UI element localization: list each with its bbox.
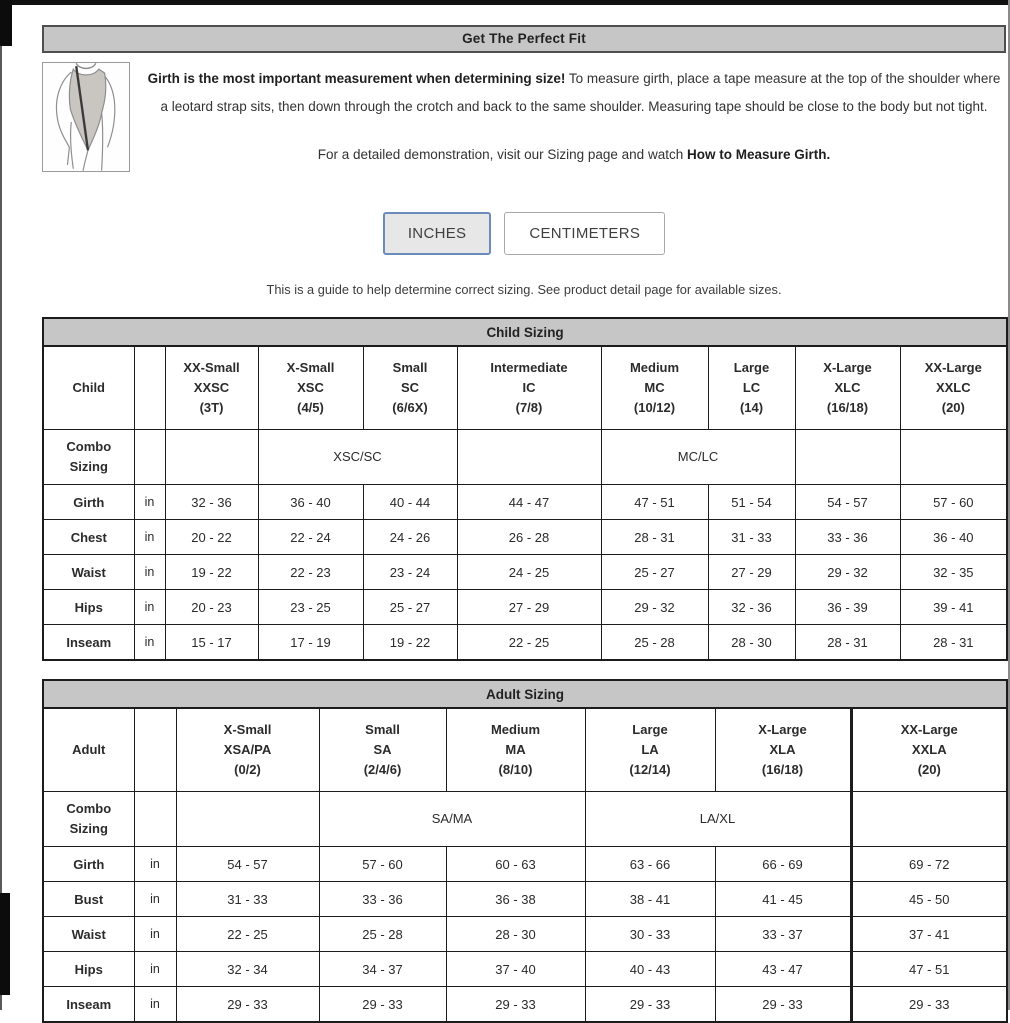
- size-value: 66 - 69: [715, 847, 851, 882]
- size-header-cell: Small SC (6/6X): [363, 346, 457, 430]
- size-value: 45 - 50: [851, 882, 1007, 917]
- measurement-row: [43, 882, 1007, 917]
- measurement-label: Waist: [43, 917, 134, 952]
- unit-cell: in: [134, 987, 176, 1023]
- demo-prefix: For a detailed demonstration, visit our Sizing page and watch: [317, 147, 687, 162]
- measurement-label: Girth: [43, 485, 134, 520]
- size-value: 34 - 37: [319, 952, 446, 987]
- table-title-row: [43, 680, 1007, 708]
- scan-artifact-top-left: [0, 0, 12, 46]
- size-value: 20 - 23: [165, 590, 258, 625]
- size-value: 25 - 28: [601, 625, 708, 661]
- size-value: 57 - 60: [900, 485, 1007, 520]
- measurement-label: Girth: [43, 847, 134, 882]
- size-value: 25 - 27: [363, 590, 457, 625]
- size-header-row: [43, 346, 1007, 430]
- size-header-cell: X-Small XSC (4/5): [258, 346, 363, 430]
- size-value: 22 - 23: [258, 555, 363, 590]
- page-title: Get The Perfect Fit: [42, 25, 1006, 53]
- measurement-row: [43, 625, 1007, 661]
- measurement-row: [43, 847, 1007, 882]
- unit-cell: in: [134, 520, 165, 555]
- combo-cell: [176, 792, 319, 847]
- size-value: 17 - 19: [258, 625, 363, 661]
- combo-cell: XSC/SC: [258, 430, 457, 485]
- unit-cell: in: [134, 847, 176, 882]
- size-header-cell: X-Small XSA/PA (0/2): [176, 708, 319, 792]
- size-value: 22 - 24: [258, 520, 363, 555]
- group-label: Adult: [43, 708, 134, 792]
- combo-cell: [900, 430, 1007, 485]
- size-value: 23 - 24: [363, 555, 457, 590]
- unit-cell: in: [134, 625, 165, 661]
- size-value: 33 - 36: [319, 882, 446, 917]
- size-value: 28 - 30: [446, 917, 585, 952]
- size-value: 36 - 40: [258, 485, 363, 520]
- size-value: 60 - 63: [446, 847, 585, 882]
- scan-artifact-top-edge: [0, 0, 1010, 5]
- size-value: 28 - 31: [900, 625, 1007, 661]
- size-value: 29 - 33: [176, 987, 319, 1023]
- combo-sizing-row: [43, 430, 1007, 485]
- size-value: 57 - 60: [319, 847, 446, 882]
- table-title: Child Sizing: [43, 318, 1007, 346]
- size-value: 47 - 51: [851, 952, 1007, 987]
- size-header-cell: Small SA (2/4/6): [319, 708, 446, 792]
- size-value: 29 - 33: [585, 987, 715, 1023]
- size-value: 29 - 33: [851, 987, 1007, 1023]
- girth-measurement-diagram: [42, 62, 130, 172]
- measurement-row: [43, 555, 1007, 590]
- unit-cell: in: [134, 485, 165, 520]
- measurement-row: [43, 590, 1007, 625]
- scan-artifact-left-edge: [0, 0, 2, 1010]
- size-value: 26 - 28: [457, 520, 601, 555]
- size-value: 28 - 31: [795, 625, 900, 661]
- size-value: 28 - 30: [708, 625, 795, 661]
- combo-cell: LA/XL: [585, 792, 851, 847]
- size-value: 25 - 28: [319, 917, 446, 952]
- size-value: 32 - 34: [176, 952, 319, 987]
- size-header-row: [43, 708, 1007, 792]
- measurement-label: Bust: [43, 882, 134, 917]
- measurement-label: Chest: [43, 520, 134, 555]
- unit-cell: [134, 792, 176, 847]
- size-value: 38 - 41: [585, 882, 715, 917]
- measurement-row: [43, 485, 1007, 520]
- combo-cell: [795, 430, 900, 485]
- size-value: 29 - 32: [795, 555, 900, 590]
- measurement-row: [43, 520, 1007, 555]
- size-value: 32 - 35: [900, 555, 1007, 590]
- combo-cell: SA/MA: [319, 792, 585, 847]
- size-value: 29 - 33: [715, 987, 851, 1023]
- size-header-cell: XX-Large XXLA (20): [851, 708, 1007, 792]
- size-value: 40 - 44: [363, 485, 457, 520]
- measurement-row: [43, 952, 1007, 987]
- inches-button[interactable]: INCHES: [383, 212, 491, 255]
- intro-text-column: [142, 62, 1006, 172]
- size-header-cell: X-Large XLC (16/18): [795, 346, 900, 430]
- size-value: 36 - 38: [446, 882, 585, 917]
- size-value: 37 - 40: [446, 952, 585, 987]
- size-header-cell: X-Large XLA (16/18): [715, 708, 851, 792]
- size-header-cell: Large LA (12/14): [585, 708, 715, 792]
- size-header-cell: XX-Large XXLC (20): [900, 346, 1007, 430]
- table-title-row: [43, 318, 1007, 346]
- size-value: 29 - 32: [601, 590, 708, 625]
- size-value: 51 - 54: [708, 485, 795, 520]
- combo-cell: [165, 430, 258, 485]
- size-value: 54 - 57: [795, 485, 900, 520]
- size-value: 36 - 40: [900, 520, 1007, 555]
- size-value: 15 - 17: [165, 625, 258, 661]
- size-value: 29 - 33: [446, 987, 585, 1023]
- size-value: 47 - 51: [601, 485, 708, 520]
- girth-intro-section: [42, 62, 1006, 172]
- measurement-label: Hips: [43, 952, 134, 987]
- size-value: 33 - 36: [795, 520, 900, 555]
- unit-toggle: [42, 212, 1006, 255]
- girth-bold-lead: Girth is the most important measurement when determining size!: [147, 71, 566, 86]
- size-value: 23 - 25: [258, 590, 363, 625]
- size-header-cell: Large LC (14): [708, 346, 795, 430]
- adult-sizing-table: [42, 679, 1008, 1023]
- scan-artifact-bottom-left: [0, 893, 10, 995]
- size-value: 33 - 37: [715, 917, 851, 952]
- centimeters-button[interactable]: CENTIMETERS: [504, 212, 665, 255]
- girth-instructions: [142, 65, 1006, 121]
- size-value: 31 - 33: [708, 520, 795, 555]
- size-value: 43 - 47: [715, 952, 851, 987]
- size-guide-page: [42, 25, 1006, 1023]
- demo-bold: How to Measure Girth.: [686, 147, 831, 162]
- size-value: 32 - 36: [165, 485, 258, 520]
- size-value: 30 - 33: [585, 917, 715, 952]
- table-title: Adult Sizing: [43, 680, 1007, 708]
- combo-cell: MC/LC: [601, 430, 795, 485]
- size-value: 41 - 45: [715, 882, 851, 917]
- leotard-figure-icon: [43, 63, 129, 171]
- unit-cell: in: [134, 590, 165, 625]
- size-value: 44 - 47: [457, 485, 601, 520]
- sizing-guide-note: This is a guide to help determine correct sizing. See product detail page for available sizes.: [266, 282, 782, 297]
- size-header-cell: XX-Small XXSC (3T): [165, 346, 258, 430]
- unit-header-cell: [134, 708, 176, 792]
- size-header-cell: Medium MA (8/10): [446, 708, 585, 792]
- size-value: 19 - 22: [165, 555, 258, 590]
- size-value: 27 - 29: [708, 555, 795, 590]
- size-value: 40 - 43: [585, 952, 715, 987]
- unit-cell: in: [134, 555, 165, 590]
- size-value: 24 - 26: [363, 520, 457, 555]
- size-value: 27 - 29: [457, 590, 601, 625]
- unit-cell: in: [134, 882, 176, 917]
- size-value: 19 - 22: [363, 625, 457, 661]
- unit-cell: [134, 430, 165, 485]
- combo-cell: [457, 430, 601, 485]
- size-value: 32 - 36: [708, 590, 795, 625]
- combo-label: Combo Sizing: [43, 430, 134, 485]
- unit-cell: in: [134, 952, 176, 987]
- size-value: 29 - 33: [319, 987, 446, 1023]
- measurement-label: Inseam: [43, 987, 134, 1023]
- size-header-cell: Medium MC (10/12): [601, 346, 708, 430]
- size-value: 24 - 25: [457, 555, 601, 590]
- size-header-cell: Intermediate IC (7/8): [457, 346, 601, 430]
- size-value: 36 - 39: [795, 590, 900, 625]
- combo-sizing-row: [43, 792, 1007, 847]
- combo-cell: [851, 792, 1007, 847]
- size-value: 39 - 41: [900, 590, 1007, 625]
- child-sizing-table: [42, 317, 1008, 661]
- size-value: 63 - 66: [585, 847, 715, 882]
- measurement-label: Inseam: [43, 625, 134, 661]
- unit-cell: in: [134, 917, 176, 952]
- size-value: 69 - 72: [851, 847, 1007, 882]
- unit-header-cell: [134, 346, 165, 430]
- size-value: 31 - 33: [176, 882, 319, 917]
- group-label: Child: [43, 346, 134, 430]
- size-value: 54 - 57: [176, 847, 319, 882]
- combo-label: Combo Sizing: [43, 792, 134, 847]
- measurement-row: [43, 987, 1007, 1023]
- size-value: 25 - 27: [601, 555, 708, 590]
- measurement-row: [43, 917, 1007, 952]
- girth-body-text: To measure girth, place a tape measure at the top of the shoulder where a leotard strap sits, then down through the crotch and back to the same shoulder. Measuring tape should be close to the body but not tight.: [160, 71, 1001, 114]
- size-value: 28 - 31: [601, 520, 708, 555]
- size-value: 22 - 25: [176, 917, 319, 952]
- demo-sentence: [142, 147, 1006, 162]
- measurement-label: Hips: [43, 590, 134, 625]
- size-value: 22 - 25: [457, 625, 601, 661]
- size-value: 37 - 41: [851, 917, 1007, 952]
- size-value: 20 - 22: [165, 520, 258, 555]
- measurement-label: Waist: [43, 555, 134, 590]
